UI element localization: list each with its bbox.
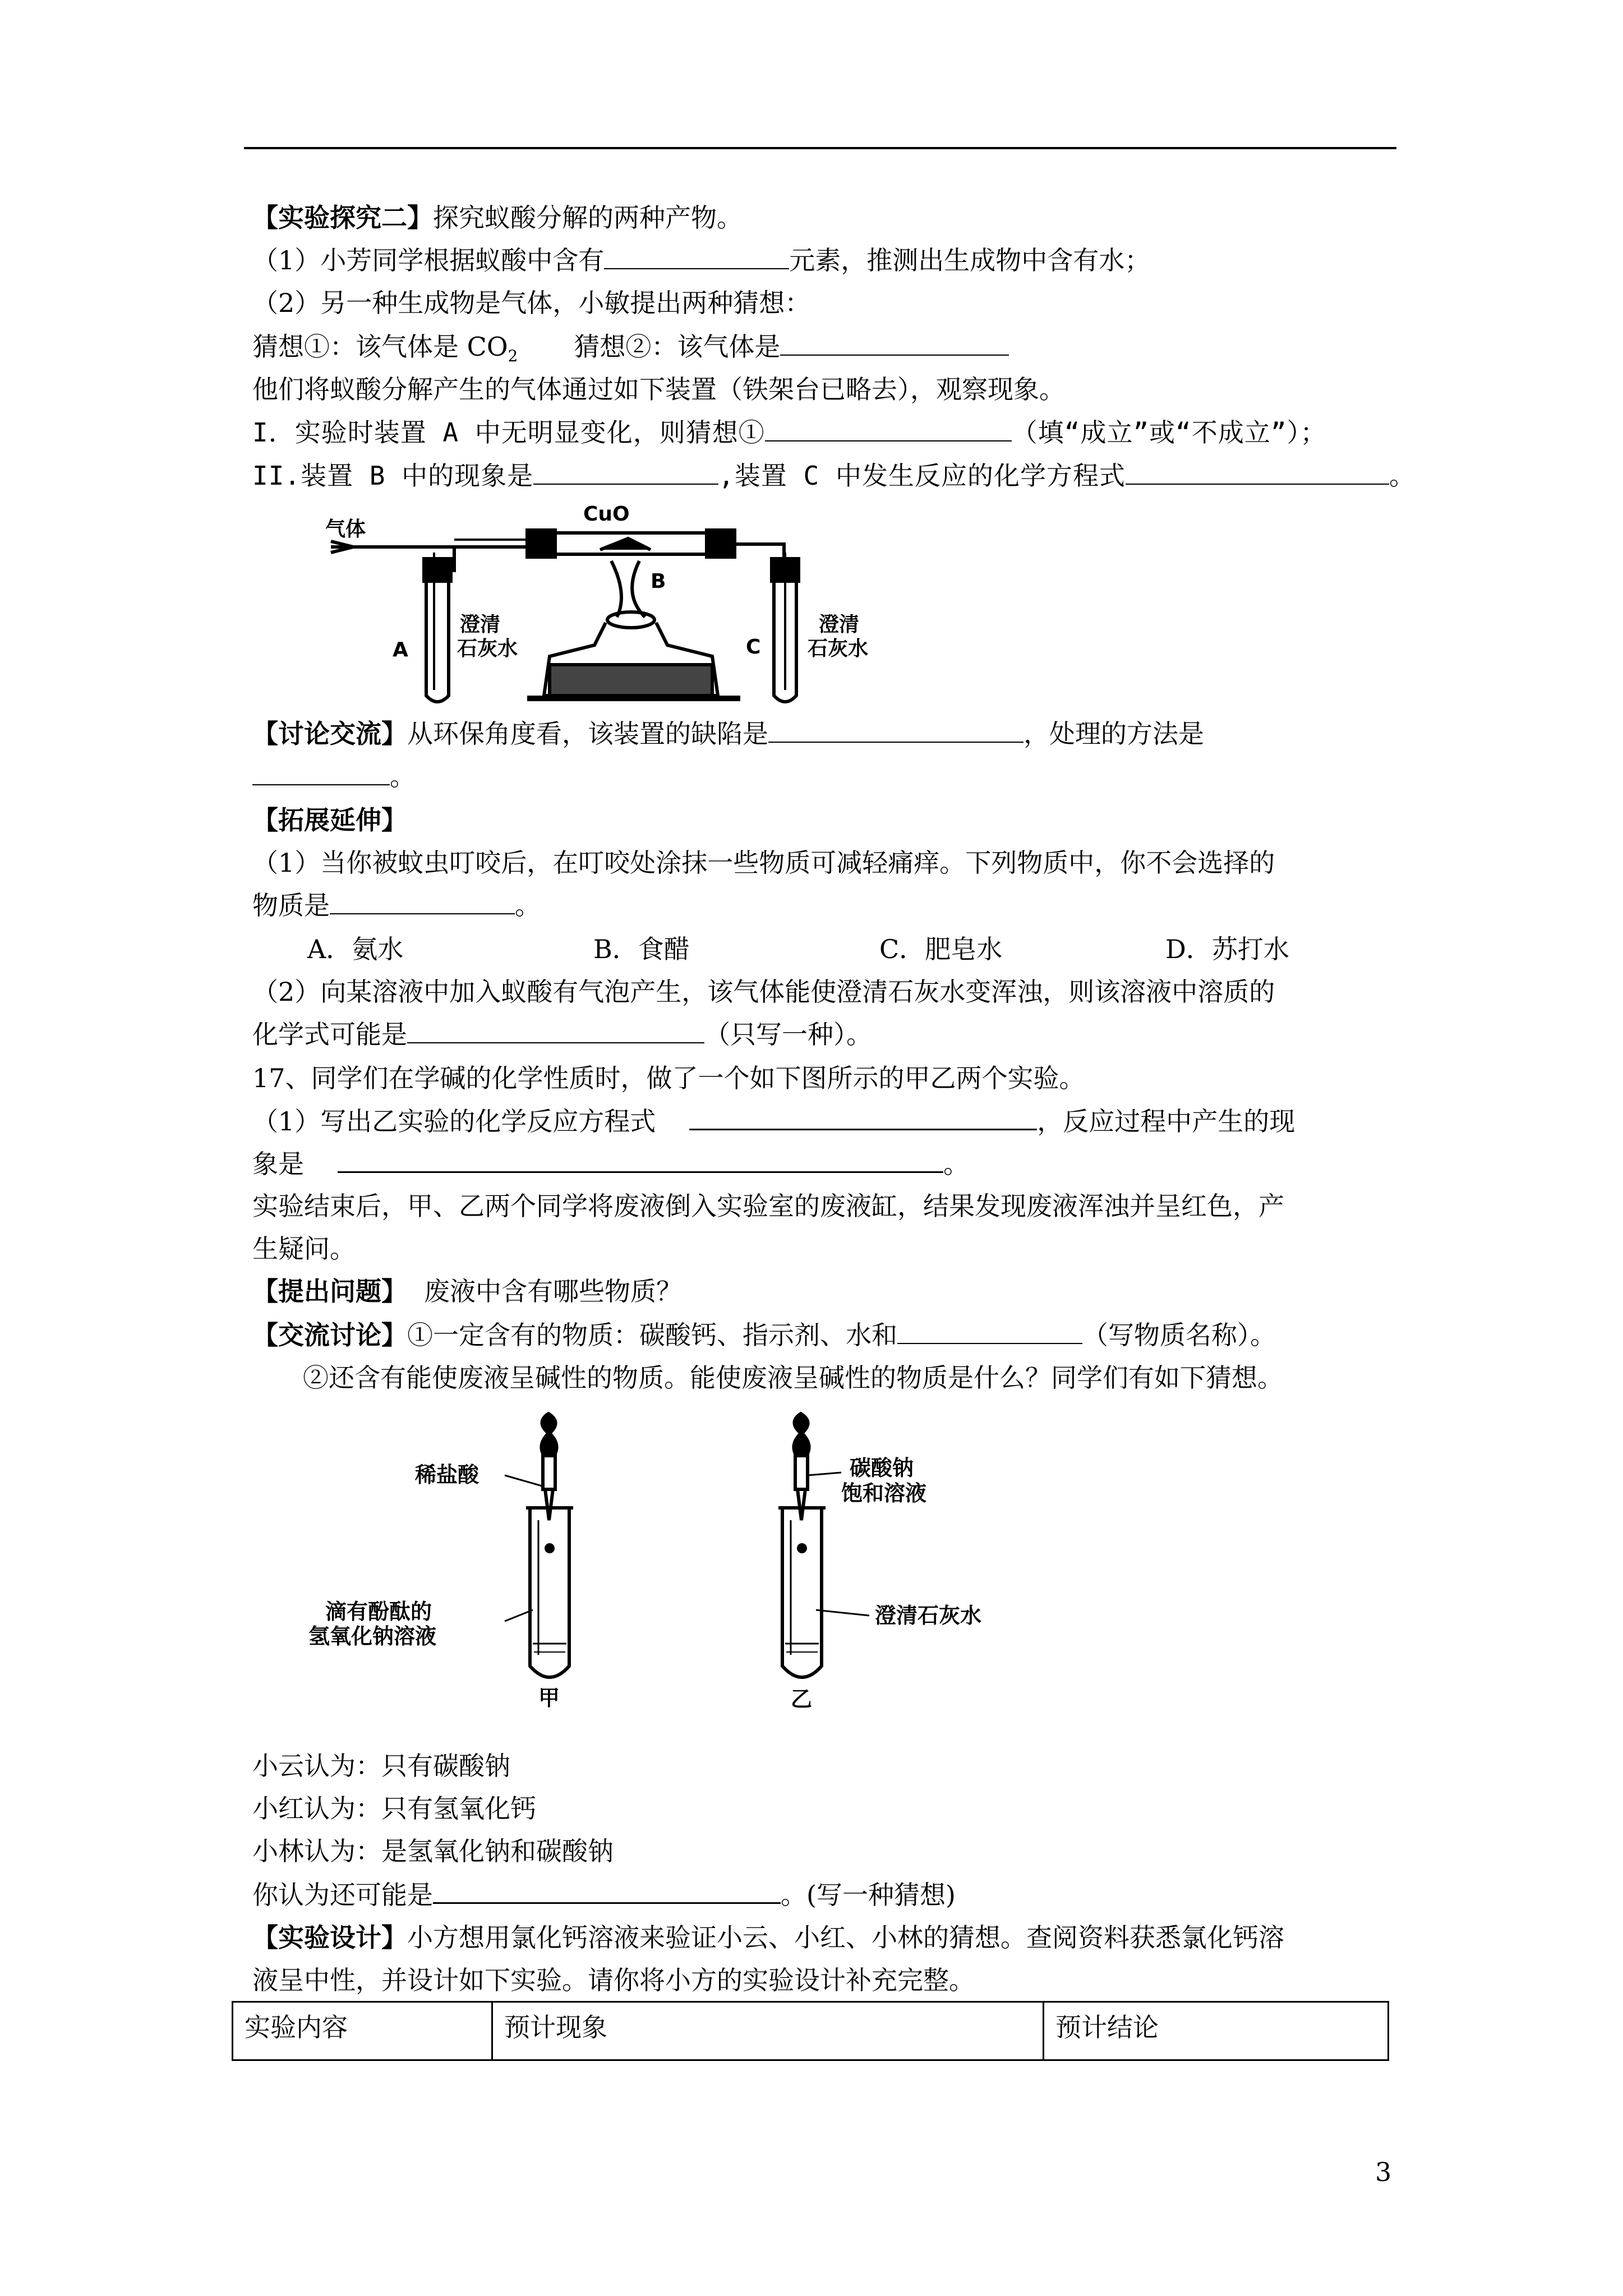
q17-s1-text-3: 象是 [252, 1149, 304, 1179]
b-label: B [651, 570, 666, 593]
extension-q1: （1）当你被蚊虫叮咬后，在叮咬处涂抹一些物质可减轻痛痒。下列物质中，你不会选择的 [252, 848, 1275, 878]
a-label: A [393, 638, 408, 661]
exchange-heading: 【交流讨论】 [252, 1320, 407, 1350]
q17-stem: 17、同学们在学碱的化学性质时，做了一个如下图所示的甲乙两个实验。 [252, 1063, 1085, 1093]
exp2-item-2 [252, 459, 1415, 494]
guess-2: 猜想②：该气体是 [574, 332, 781, 362]
answer-blank[interactable] [1126, 459, 1389, 485]
limewater-a-2: 石灰水 [457, 637, 518, 660]
exp2-heading-line [252, 201, 743, 236]
discussion-line [252, 717, 1204, 752]
extension-q1-text: 物质是 [252, 890, 330, 921]
option-b[interactable]: B．食醋 [593, 934, 690, 964]
discussion-line-2 [252, 760, 416, 794]
test-tube-figure [303, 1408, 1116, 1711]
item-2-text: II.装置 B 中的现象是 [252, 461, 534, 491]
cuo-label: CuO [583, 503, 630, 526]
gas-label: 气体 [325, 518, 366, 541]
exp2-q1-text-2: 元素，推测出生成物中含有水； [789, 245, 1151, 275]
header-cell: 预计结论 [1044, 2002, 1389, 2060]
na2co3-label-2: 饱和溶液 [841, 1481, 927, 1506]
extension-heading: 【拓展延伸】 [252, 805, 407, 835]
answer-blank[interactable] [768, 717, 1023, 743]
option-c[interactable]: C．肥皂水 [879, 934, 1003, 964]
exchange-line-2: ②还含有能使废液呈碱性的物质。能使废液呈碱性的物质是什么？同学们有如下猜想。 [303, 1363, 1283, 1393]
exchange-text-2: （写物质名称）。 [1082, 1320, 1276, 1350]
c-label: C [746, 636, 761, 659]
experiment-table [232, 2001, 1389, 2061]
apparatus-figure-c-labels [763, 617, 931, 712]
option-d[interactable]: D．苏打水 [1165, 934, 1289, 964]
extension-q1-answer [252, 889, 541, 923]
answer-blank[interactable] [533, 459, 718, 485]
naoh-label-2: 氢氧化钠溶液 [308, 1624, 437, 1649]
discussion-heading: 【讨论交流】 [252, 719, 407, 749]
answer-blank[interactable] [689, 1104, 1037, 1130]
exp2-item-1 [252, 416, 1327, 450]
q17-para-1: 实验结束后，甲、乙两个同学将废液倒入实验室的废液缸，结果发现废液浑浊并呈红色，产 [252, 1191, 1284, 1221]
extension-q2-text: 化学式可能是 [252, 1019, 407, 1050]
answer-blank[interactable] [604, 243, 789, 269]
answer-blank[interactable] [407, 1018, 704, 1043]
table-row [233, 2002, 1389, 2060]
q17-s1-end: 。 [943, 1149, 969, 1179]
answer-blank[interactable] [252, 760, 390, 785]
guess-hong: 小红认为：只有氢氧化钙 [252, 1793, 536, 1824]
answer-blank[interactable] [780, 330, 1009, 356]
exp2-passage: 他们将蚁酸分解产生的气体通过如下装置（铁架台已略去），观察现象。 [252, 374, 1065, 404]
option-a[interactable]: A．氨水 [307, 934, 404, 964]
design-line-1 [252, 1921, 1284, 1955]
exp2-q2: （2）另一种生成物是气体，小敏提出两种猜想： [252, 288, 811, 318]
exp2-topic: 探究蚁酸分解的两种产物。 [433, 203, 743, 233]
exp2-heading: 【实验探究二】 [252, 203, 433, 233]
q17-s1-text-2: ，反应过程中产生的现 [1037, 1106, 1295, 1137]
header-cell: 实验内容 [233, 2002, 492, 2060]
q17-s1-text: （1）写出乙实验的化学反应方程式 [252, 1106, 656, 1137]
extension-q1-end: 。 [515, 890, 541, 921]
item-2-end: 。 [1389, 461, 1415, 491]
co2-subscript: 2 [508, 347, 518, 366]
na2co3-label-1: 碳酸钠 [850, 1456, 914, 1480]
answer-blank[interactable] [338, 1147, 943, 1173]
guess-you [252, 1878, 956, 1912]
question-line [252, 1274, 682, 1309]
limewater-label: 澄清石灰水 [875, 1603, 982, 1628]
extension-q2: （2）向某溶液中加入蚁酸有气泡产生，该气体能使澄清石灰水变浑浊，则该溶液中溶质的 [252, 977, 1275, 1007]
yi-label: 乙 [791, 1687, 813, 1711]
limewater-c-1: 澄清 [819, 613, 860, 636]
q17-s1-cont [252, 1147, 969, 1181]
answer-blank[interactable] [433, 1878, 781, 1904]
answer-blank[interactable] [330, 889, 515, 914]
header-cell: 预计现象 [492, 2002, 1044, 2060]
discussion-text: 从环保角度看，该装置的缺陷是 [407, 719, 768, 749]
limewater-a-1: 澄清 [460, 613, 501, 636]
exp2-q1 [252, 243, 1150, 278]
discussion-end: 。 [390, 761, 416, 792]
design-text-1: 小方想用氯化钙溶液来验证小云、小红、小林的猜想。查阅资料获悉氯化钙溶 [407, 1922, 1284, 1953]
q17-para-2: 生疑问。 [252, 1234, 356, 1264]
item-1-text-2: （填“成立”或“不成立”）； [1011, 417, 1327, 448]
design-heading: 【实验设计】 [252, 1922, 407, 1953]
guess-lin: 小林认为：是氢氧化钠和碳酸钠 [252, 1836, 614, 1866]
guess-you-end: 。(写一种猜想) [781, 1880, 956, 1910]
naoh-label-1: 滴有酚酞的 [325, 1599, 432, 1624]
extension-q2-end: （只写一种）。 [704, 1019, 872, 1050]
jia-label: 甲 [538, 1686, 560, 1710]
q17-s1 [252, 1104, 1295, 1139]
exchange-line [252, 1318, 1276, 1353]
limewater-c-2: 石灰水 [808, 637, 869, 660]
design-line-2: 液呈中性，并设计如下实验。请你将小方的实验设计补充完整。 [252, 1965, 975, 1995]
apparatus-figure [314, 503, 869, 712]
discussion-text-2: ，处理的方法是 [1023, 719, 1204, 749]
acid-label: 稀盐酸 [415, 1462, 479, 1487]
answer-blank[interactable] [765, 416, 1012, 441]
extension-options [307, 932, 1289, 967]
page-number: 3 [1375, 2157, 1392, 2187]
exp2-guesses [252, 330, 1009, 365]
question-heading: 【提出问题】 [252, 1276, 407, 1306]
exchange-text: ①一定含有的物质：碳酸钙、指示剂、水和 [407, 1320, 897, 1350]
guess-you-text: 你认为还可能是 [252, 1880, 433, 1910]
question-text: 废液中含有哪些物质？ [424, 1276, 682, 1306]
item-2-text-2: ,装置 C 中发生反应的化学方程式 [718, 461, 1126, 491]
item-1-text: I．实验时装置 A 中无明显变化，则猜想① [252, 417, 765, 448]
extension-q2-answer [252, 1018, 872, 1052]
exp2-q1-text: （1）小芳同学根据蚁酸中含有 [252, 245, 605, 275]
guess-1: 猜想①：该气体是 CO [252, 332, 508, 362]
header-rule [244, 147, 1396, 149]
guess-yun: 小云认为：只有碳酸钠 [252, 1751, 510, 1781]
answer-blank[interactable] [897, 1318, 1082, 1344]
